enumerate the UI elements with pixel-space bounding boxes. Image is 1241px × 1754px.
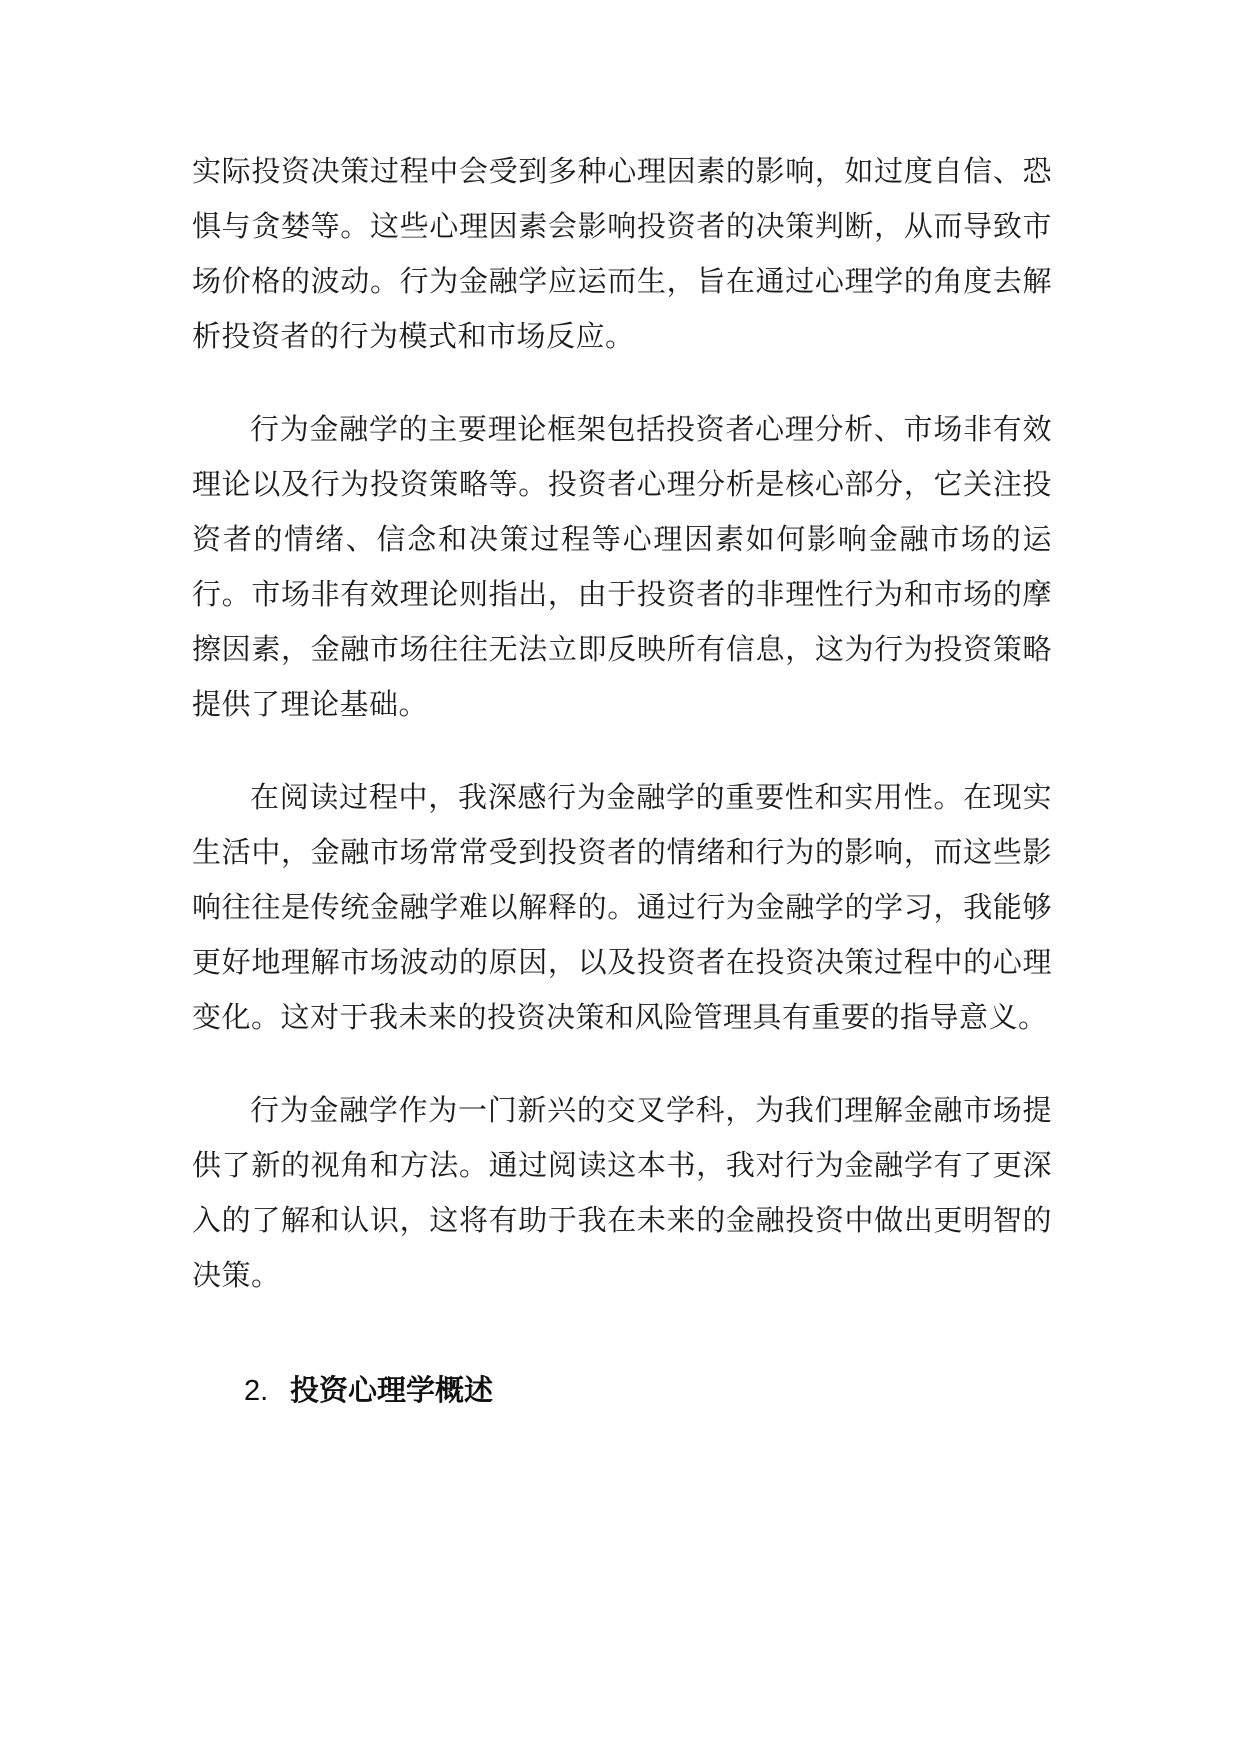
- document-body: [192, 144, 1052, 1419]
- paragraph-2: 行为金融学的主要理论框架包括投资者心理分析、市场非有效理论以及行为投资策略等。投资者心理分析是核心部分，它关注投资者的情绪、信念和决策过程等心理因素如何影响金融市场的运行。市场非有效理论则指出，由于投资者的非理性行为和市场的摩擦因素，金融市场往往无法立即反映所有信息，这为行为投资策略提供了理论基础。: [192, 412, 1052, 721]
- section-heading: [192, 1363, 1052, 1419]
- section-number: 2.: [244, 1375, 269, 1407]
- paragraph-1: 实际投资决策过程中会受到多种心理因素的影响，如过度自信、恐惧与贪婪等。这些心理因素会影响投资者的决策判断，从而导致市场价格的波动。行为金融学应运而生，旨在通过心理学的角度去解析投资者的行为模式和市场反应。: [192, 154, 1052, 353]
- paragraph-3: 在阅读过程中，我深感行为金融学的重要性和实用性。在现实生活中，金融市场常常受到投资者的情绪和行为的影响，而这些影响往往是传统金融学难以解释的。通过行为金融学的学习，我能够更好地理解市场波动的原因，以及投资者在投资决策过程中的心理变化。这对于我未来的投资决策和风险管理具有重要的指导意义。: [192, 780, 1052, 1034]
- section-title: 投资心理学概述: [290, 1373, 494, 1407]
- paragraph-4: 行为金融学作为一门新兴的交叉学科，为我们理解金融市场提供了新的视角和方法。通过阅读这本书，我对行为金融学有了更深入的了解和认识，这将有助于我在未来的金融投资中做出更明智的决策。: [192, 1093, 1052, 1292]
